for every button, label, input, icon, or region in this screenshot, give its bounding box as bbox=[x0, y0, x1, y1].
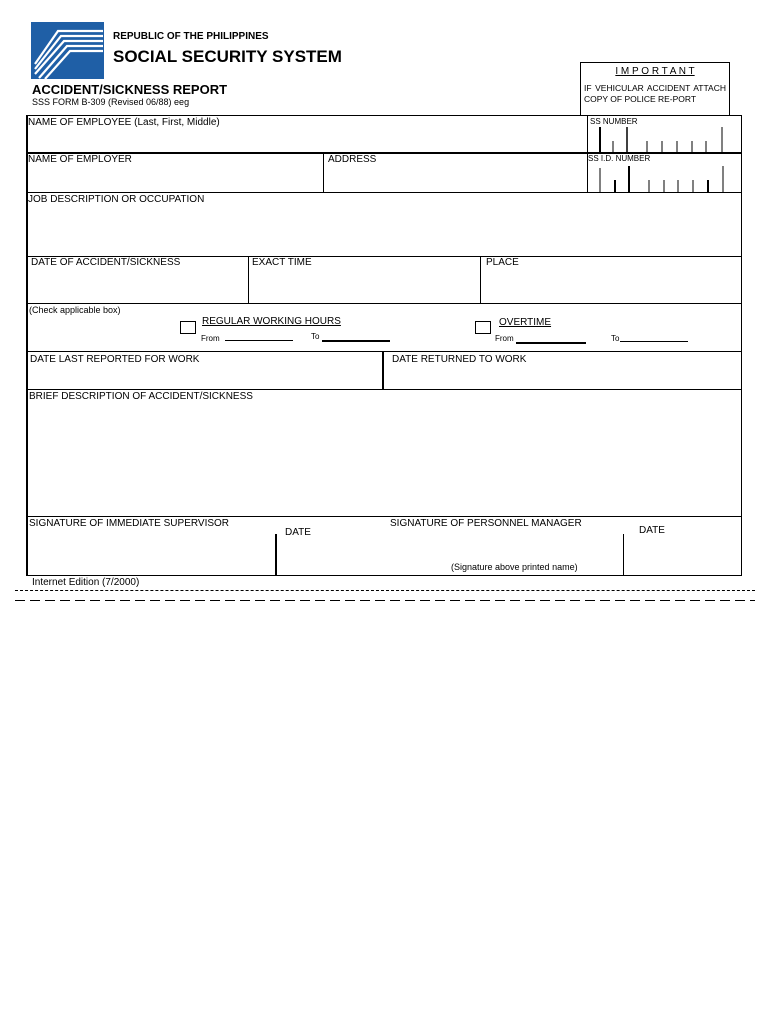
overtime-from-label: From bbox=[495, 334, 514, 343]
row-divider bbox=[26, 192, 742, 193]
col-divider bbox=[480, 256, 481, 303]
agency-title: SOCIAL SECURITY SYSTEM bbox=[113, 47, 342, 66]
overtime-to-label: To bbox=[611, 334, 620, 343]
regular-from-line[interactable] bbox=[225, 340, 293, 341]
ss-number-label: SS NUMBER bbox=[590, 117, 638, 126]
date-1-label: DATE bbox=[285, 527, 311, 538]
date-2-label: DATE bbox=[639, 525, 665, 536]
ss-id-number-label: SS I.D. NUMBER bbox=[588, 154, 651, 163]
date-of-accident-label: DATE OF ACCIDENT/SICKNESS bbox=[31, 257, 181, 268]
sig-personnel-label: SIGNATURE OF PERSONNEL MANAGER bbox=[390, 518, 582, 529]
col-divider bbox=[623, 534, 624, 576]
sig-supervisor-label: SIGNATURE OF IMMEDIATE SUPERVISOR bbox=[29, 518, 230, 529]
brief-description-label: BRIEF DESCRIPTION OF ACCIDENT/SICKNESS bbox=[29, 391, 253, 402]
col-divider bbox=[382, 351, 384, 389]
col-divider bbox=[323, 153, 324, 193]
important-title: I M P O R T A N T bbox=[615, 66, 695, 77]
cut-line-svg bbox=[15, 589, 755, 592]
form-left-border bbox=[26, 115, 28, 576]
sig-note-label: (Signature above printed name) bbox=[451, 562, 578, 572]
date-returned-label: DATE RETURNED TO WORK bbox=[392, 354, 527, 365]
exact-time-label: EXACT TIME bbox=[252, 257, 312, 268]
overtime-label: OVERTIME bbox=[499, 317, 552, 328]
important-box bbox=[580, 62, 730, 116]
overtime-checkbox[interactable] bbox=[475, 321, 491, 334]
overtime-to-line[interactable] bbox=[620, 341, 688, 342]
ss-id-number-field[interactable] bbox=[588, 163, 741, 193]
row-divider bbox=[26, 115, 742, 116]
republic-text: REPUBLIC OF THE PHILIPPINES bbox=[113, 31, 269, 42]
edition-label: Internet Edition (7/2000) bbox=[32, 577, 140, 588]
important-text: IF VEHICULAR ACCIDENT ATTACH COPY OF POLICE RE-PORT bbox=[584, 83, 726, 104]
regular-hours-label: REGULAR WORKING HOURS bbox=[202, 316, 341, 327]
col-divider bbox=[248, 256, 249, 303]
row-divider bbox=[26, 303, 742, 304]
regular-to-label: To bbox=[311, 332, 320, 341]
ss-number-field[interactable] bbox=[588, 125, 741, 152]
address-label: ADDRESS bbox=[328, 154, 377, 165]
row-divider bbox=[26, 351, 742, 352]
date-last-reported-label: DATE LAST REPORTED FOR WORK bbox=[30, 354, 200, 365]
row-divider bbox=[26, 516, 742, 517]
employer-name-label: NAME OF EMPLOYER bbox=[28, 154, 132, 165]
col-divider bbox=[275, 534, 277, 576]
form-right-border bbox=[741, 115, 742, 576]
form-code: SSS FORM B-309 (Revised 06/88) eeg bbox=[32, 97, 190, 107]
sss-logo-icon bbox=[31, 22, 104, 79]
regular-to-line[interactable] bbox=[322, 340, 390, 342]
check-box-note: (Check applicable box) bbox=[29, 305, 121, 315]
place-label: PLACE bbox=[486, 257, 519, 268]
form-bottom-border bbox=[26, 575, 742, 576]
job-description-label: JOB DESCRIPTION OR OCCUPATION bbox=[28, 194, 205, 205]
form-title: ACCIDENT/SICKNESS REPORT bbox=[32, 82, 228, 97]
overtime-from-line[interactable] bbox=[516, 342, 586, 344]
row-divider bbox=[26, 389, 742, 390]
regular-from-label: From bbox=[201, 334, 220, 343]
employee-name-label: NAME OF EMPLOYEE (Last, First, Middle) bbox=[28, 117, 220, 128]
regular-hours-checkbox[interactable] bbox=[180, 321, 196, 334]
